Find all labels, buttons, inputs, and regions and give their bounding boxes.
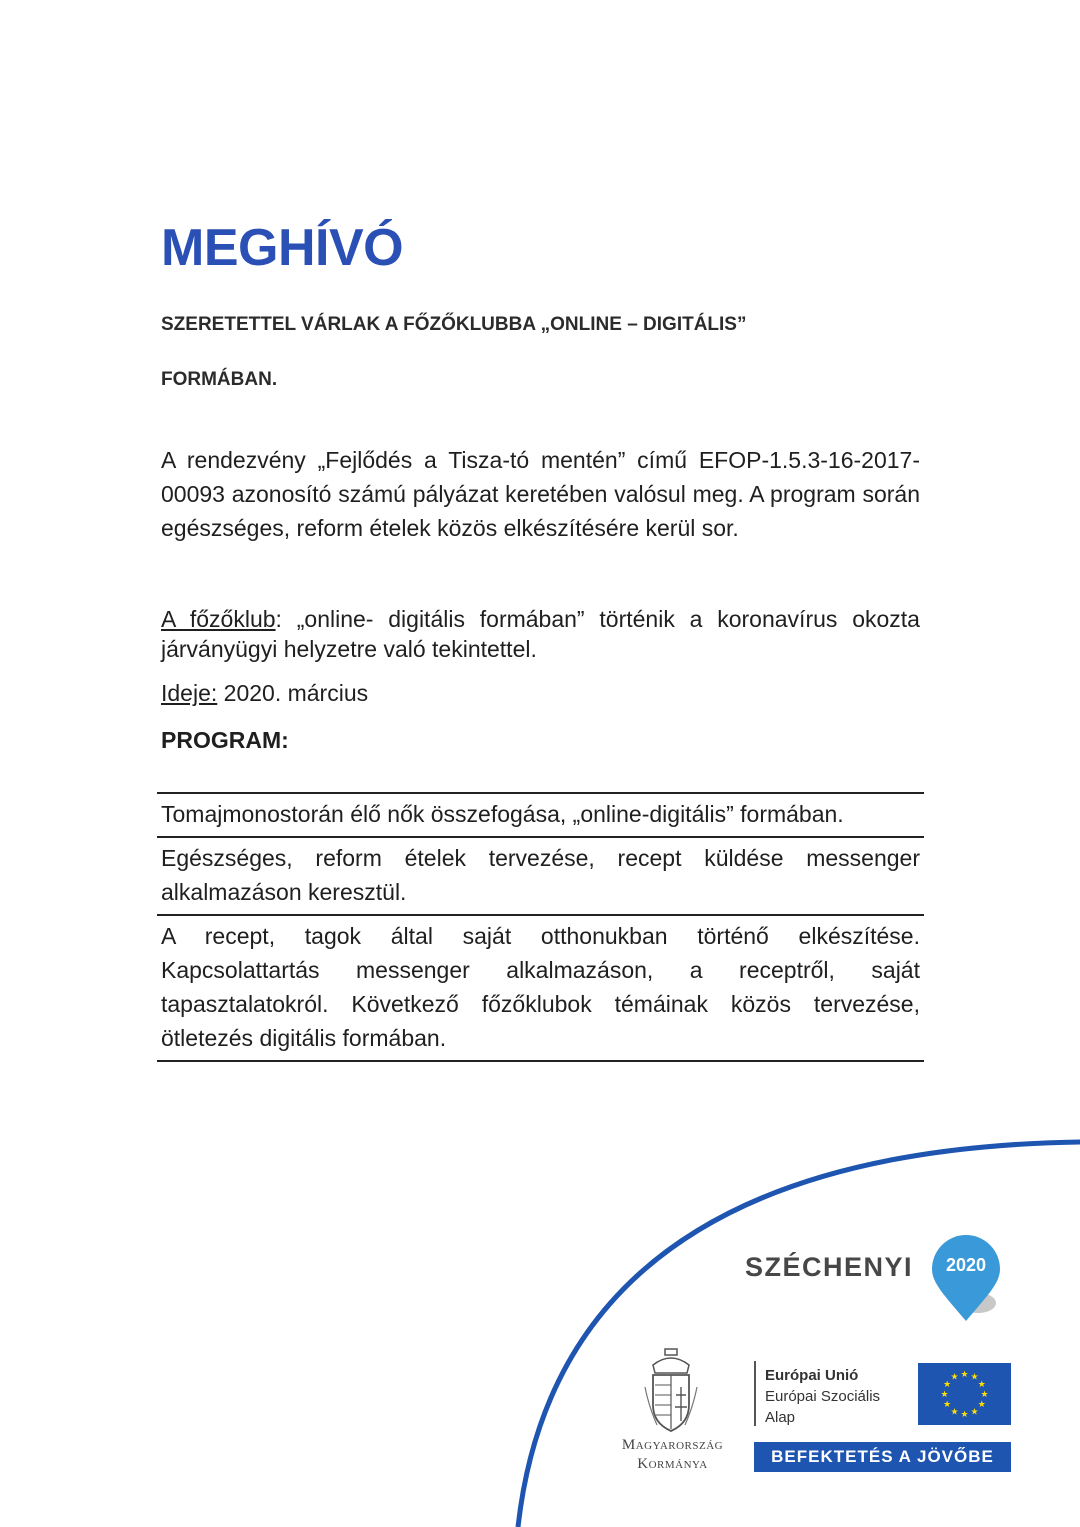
eu-star: ★ bbox=[950, 1371, 959, 1382]
eu-star: ★ bbox=[977, 1399, 986, 1409]
eu-star: ★ bbox=[977, 1379, 986, 1389]
government-logo-text bbox=[600, 1436, 745, 1474]
eu-flag-icon bbox=[918, 1363, 1011, 1425]
gov-line-2: Kormánya bbox=[637, 1456, 708, 1472]
szechenyi-pin-icon bbox=[930, 1235, 1002, 1327]
club-label: A főzőklub bbox=[161, 606, 276, 632]
program-heading: PROGRAM: bbox=[161, 727, 289, 753]
eu-star: ★ bbox=[943, 1379, 952, 1389]
eu-line-2: Európai Szociális bbox=[765, 1388, 881, 1405]
eu-star: ★ bbox=[960, 1409, 969, 1419]
page-title: MEGHÍVÓ bbox=[161, 219, 404, 277]
program-row: Egészséges, reform ételek tervezése, recept küldése messenger alkalmazáson keresztül. bbox=[157, 838, 924, 916]
eu-star: ★ bbox=[940, 1389, 949, 1399]
eu-line-1: Európai Unió bbox=[765, 1367, 859, 1384]
eu-star: ★ bbox=[943, 1399, 952, 1409]
hungarian-crest-icon bbox=[643, 1347, 699, 1433]
invest-banner: BEFEKTETÉS A JÖVŐBE bbox=[754, 1442, 1011, 1472]
gov-line-1: Magyarország bbox=[621, 1437, 724, 1453]
eu-star: ★ bbox=[950, 1406, 959, 1417]
intro-paragraph: A rendezvény „Fejlődés a Tisza-tó mentén” című EFOP-1.5.3-16-2017-00093 azonosító számú pályázat keretében valósul meg. A program során egészséges, reform ételek közös elkészítésére kerül sor. bbox=[161, 447, 920, 541]
subtitle-line-2: FORMÁBAN. bbox=[161, 369, 278, 390]
program-row: Tomajmonostorán élő nők összefogása, „online-digitális” formában. bbox=[157, 794, 924, 838]
eu-star: ★ bbox=[970, 1406, 979, 1417]
eu-text-block bbox=[765, 1365, 880, 1428]
subtitle-line-1: SZERETETTEL VÁRLAK A FŐZŐKLUBBA „ONLINE – DIGITÁLIS” bbox=[161, 314, 747, 335]
eu-star: ★ bbox=[970, 1371, 979, 1382]
club-text: : „online- digitális formában” történik a koronavírus okozta járványügyi helyzetre való tekintettel. bbox=[161, 606, 920, 662]
szechenyi-logo-text: SZÉCHENYI bbox=[745, 1252, 914, 1282]
logo-divider bbox=[754, 1361, 756, 1426]
program-row: A recept, tagok által saját otthonukban történő elkészítése. Kapcsolattartás messenger alkalmazáson, a receptről, saját tapasztalatokról. Következő főzőklubok témáinak közös tervezése, ötletezés digitális formában. bbox=[157, 916, 924, 1062]
eu-star: ★ bbox=[960, 1369, 969, 1379]
szechenyi-year: 2020 bbox=[945, 1255, 987, 1275]
eu-star: ★ bbox=[980, 1389, 989, 1399]
eu-line-3: Alap bbox=[765, 1409, 796, 1426]
date-value: 2020. március bbox=[217, 680, 369, 706]
date-label: Ideje: bbox=[161, 680, 218, 706]
